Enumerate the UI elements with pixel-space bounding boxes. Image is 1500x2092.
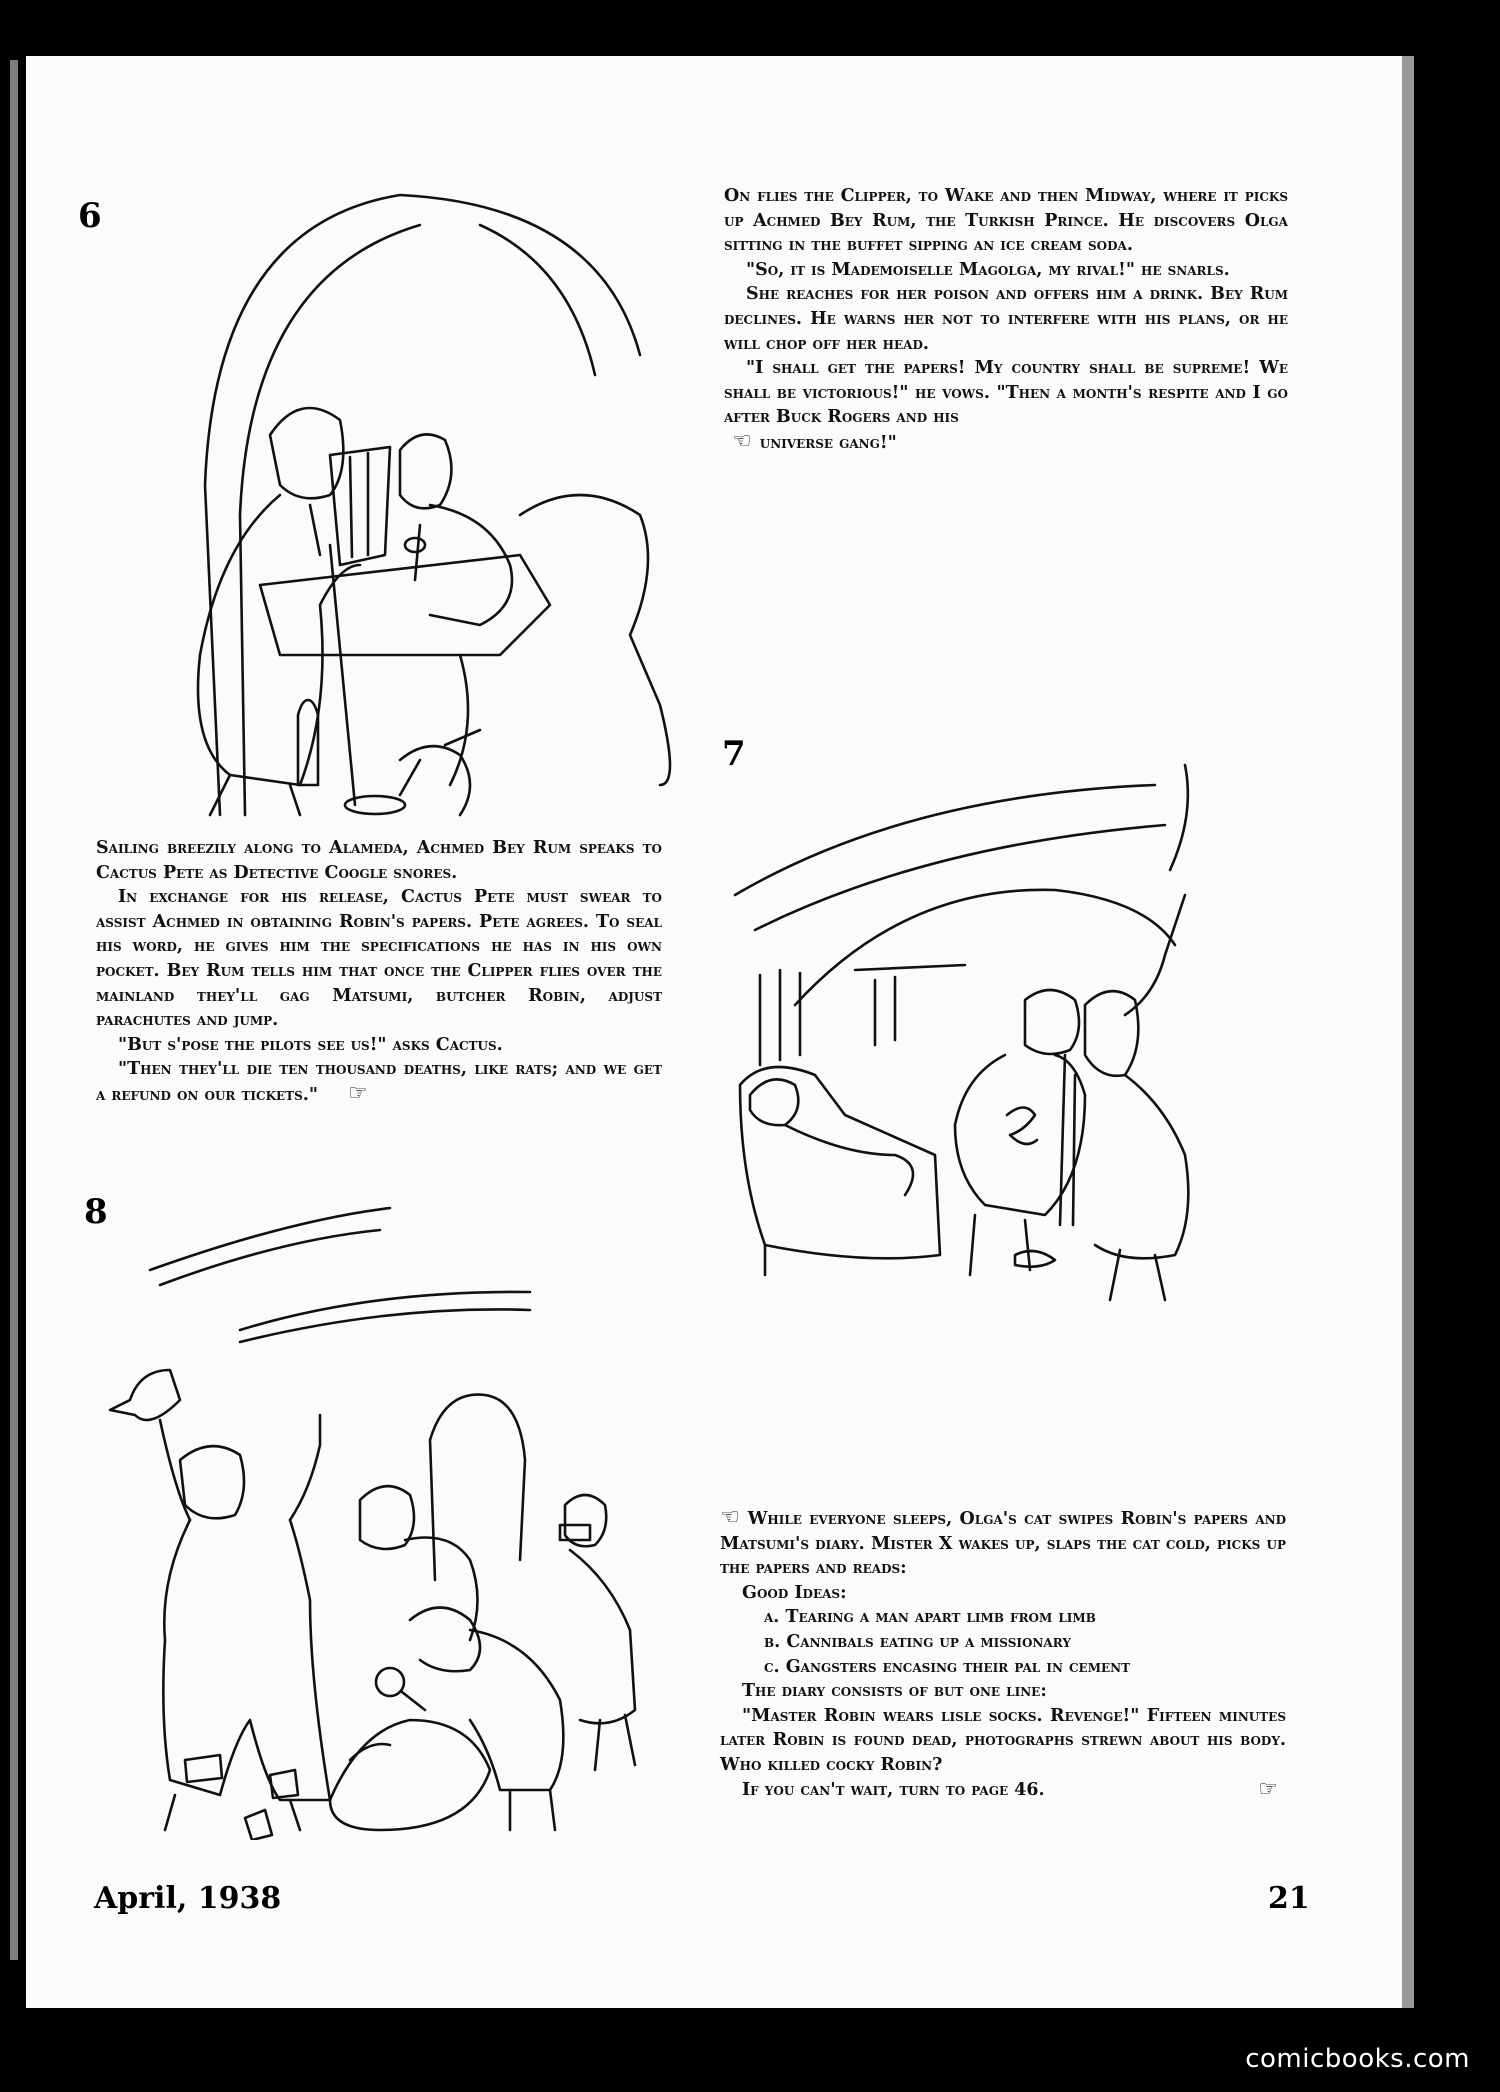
caption-paragraph: Sailing breezily along to Alameda, Achmed Bey Rum speaks to Cactus Pete as Detective Coogle snores. [96, 838, 662, 883]
pointing-hand-icon: ☞ [720, 1505, 740, 1530]
caption-middle-left [96, 836, 662, 1108]
spine-edge [10, 60, 18, 1960]
caption-top-right [724, 184, 1288, 456]
diary-line: The diary consists of but one line: [742, 1681, 1047, 1702]
page-edge [1402, 56, 1414, 2008]
caption-paragraph: "I shall get the papers! My country shall be supreme! We shall be victorious!" he vows. "Then a month's respite and I go after Buck Rogers and his [724, 358, 1288, 428]
caption-paragraph: "Then they'll die ten thousand deaths, like rats; and we get a refund on our tickets." [96, 1059, 662, 1105]
panel-7-illustration [725, 755, 1305, 1305]
panel-7-number: 7 [722, 734, 746, 774]
panel-6-illustration [100, 185, 700, 825]
caption-paragraph: She reaches for her poison and offers him a drink. Bey Rum declines. He warns her not to interfere with his plans, or he will chop off her head. [724, 284, 1288, 354]
caption-paragraph: On flies the Clipper, to Wake and then Midway, where it picks up Achmed Bey Rum, the Turkish Prince. He discovers Olga sitting in the buffet sipping an ice cream soda. [724, 186, 1288, 256]
caption-paragraph: While everyone sleeps, Olga's cat swipes Robin's papers and Matsumi's diary. Mister X wakes up, slaps the cat cold, picks up the papers and reads: [720, 1509, 1286, 1579]
page-number: 21 [1268, 1881, 1310, 1916]
caption-paragraph: "Master Robin wears lisle socks. Revenge!" Fifteen minutes later Robin is found dead, photographs strewn about his body. Who killed cocky Robin? [720, 1705, 1286, 1775]
site-watermark: comicbooks.com [1245, 2044, 1470, 2074]
pointing-hand-icon: ☞ [1258, 1776, 1278, 1802]
binding-shadow [0, 0, 26, 2092]
caption-paragraph: universe gang!" [759, 432, 897, 453]
ideas-heading: Good Ideas: [742, 1582, 847, 1603]
pointing-hand-icon: ☞ [732, 428, 752, 454]
idea-item: c. Gangsters encasing their pal in cement [764, 1656, 1131, 1677]
idea-item: b. Cannibals eating up a missionary [764, 1631, 1071, 1652]
caption-bottom-right [720, 1506, 1286, 1802]
idea-item: a. Tearing a man apart limb from limb [764, 1607, 1096, 1628]
caption-paragraph: In exchange for his release, Cactus Pete must swear to assist Achmed in obtaining Robin's papers. Pete agrees. To seal his word, he gives him the specifications he has in his own pocket. Bey Rum tells him that once the Clipper flies over the mainland they'll gag Matsumi, butcher Robin, adjust parachutes and jump. [96, 887, 662, 1031]
issue-date: April, 1938 [94, 1881, 282, 1916]
pointing-hand-icon: ☞ [347, 1080, 368, 1106]
panel-8-illustration [90, 1200, 670, 1840]
caption-paragraph: "So, it is Mademoiselle Magolga, my rival!" he snarls. [746, 259, 1230, 280]
caption-paragraph: "But s'pose the pilots see us!" asks Cactus. [118, 1034, 503, 1055]
turn-page-note: If you can't wait, turn to page 46. [742, 1779, 1045, 1800]
panel-8-number: 8 [84, 1192, 108, 1232]
panel-6-number: 6 [78, 196, 102, 236]
